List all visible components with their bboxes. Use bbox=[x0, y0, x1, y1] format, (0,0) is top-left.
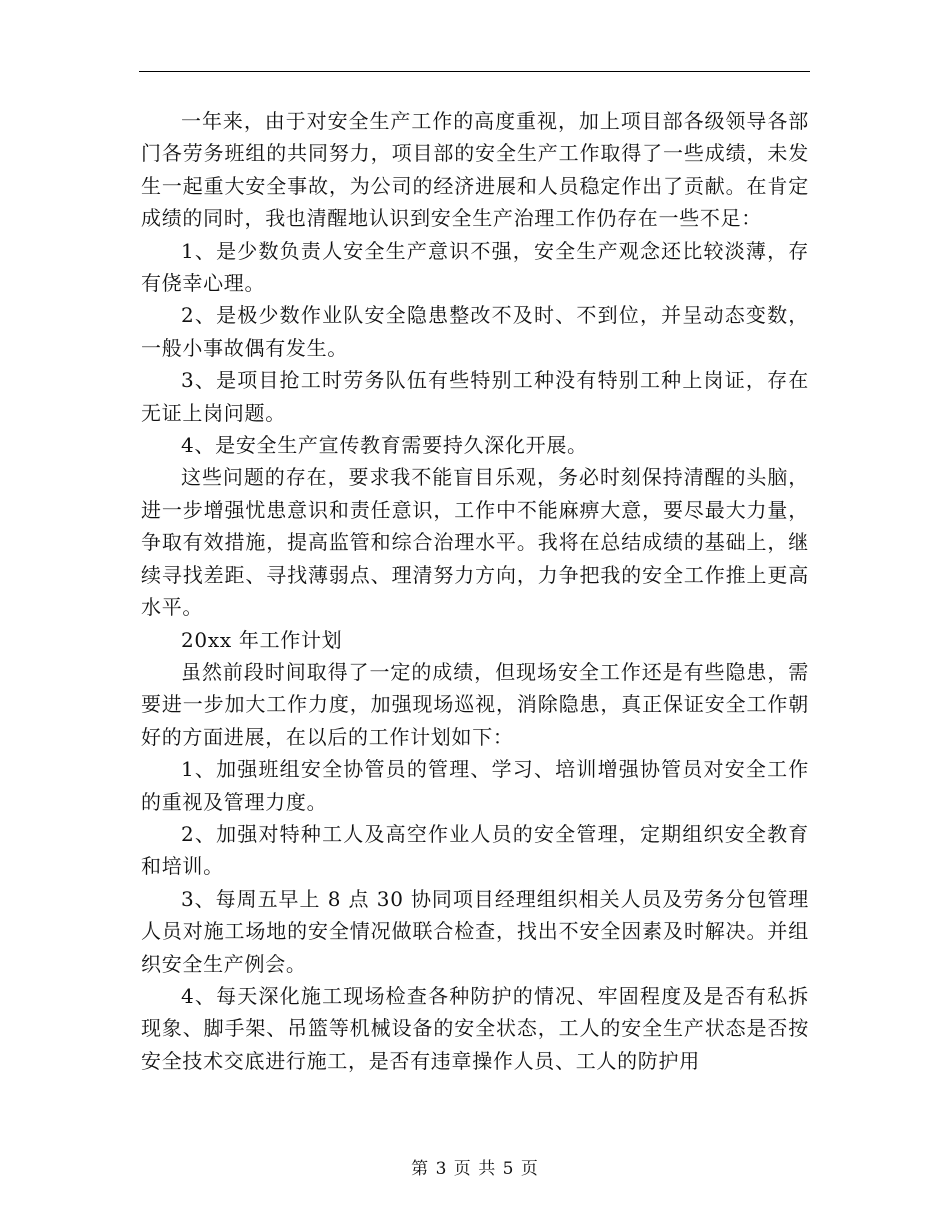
page-footer bbox=[0, 1154, 950, 1179]
paragraph-intro: 一年来，由于对安全生产工作的高度重视，加上项目部各级领导各部门各劳务班组的共同努力，项目部的安全生产工作取得了一些成绩，未发生一起重大安全事故，为公司的经济进展和人员稳定作出了贡献。在肯定成绩的同时，我也清醒地认识到安全生产治理工作仍存在一些不足： bbox=[141, 109, 809, 231]
paragraph-reflection: 这些问题的存在，要求我不能盲目乐观，务必时刻保持清醒的头脑，进一步增强忧患意识和责任意识，工作中不能麻痹大意，要尽最大力量，争取有效措施，提高监管和综合治理水平。我将在总结成绩的基础上，继续寻找差距、寻找薄弱点、理清努力方向，力争把我的安全工作推上更高水平。 bbox=[141, 465, 809, 620]
page-number: 第 3 页 共 5 页 bbox=[411, 1159, 539, 1179]
paragraph-issue-2: 2、是极少数作业队安全隐患整改不及时、不到位，并呈动态变数，一般小事故偶有发生。 bbox=[141, 303, 809, 360]
paragraph-plan-1: 1、加强班组安全协管员的管理、学习、培训增强协管员对安全工作的重视及管理力度。 bbox=[141, 757, 809, 814]
paragraph-plan-intro: 虽然前段时间取得了一定的成绩，但现场安全工作还是有些隐患，需要进一步加大工作力度，加强现场巡视，消除隐患，真正保证安全工作朝好的方面进展，在以后的工作计划如下： bbox=[141, 659, 809, 749]
paragraph-plan-2: 2、加强对特种工人及高空作业人员的安全管理，定期组织安全教育和培训。 bbox=[141, 821, 809, 879]
section-heading-plan: 20xx 年工作计划 bbox=[181, 627, 343, 652]
paragraph-issue-1: 1、是少数负责人安全生产意识不强，安全生产观念还比较淡薄，存有侥幸心理。 bbox=[141, 238, 809, 296]
document-body bbox=[141, 105, 809, 1077]
header-rule bbox=[139, 71, 810, 72]
paragraph-plan-4: 4、每天深化施工现场检查各种防护的情况、牢固程度及是否有私拆现象、脚手架、吊篮等机械设备的安全状态，工人的安全生产状态是否按安全技术交底进行施工，是否有违章操作人员、工人的防护用 bbox=[141, 983, 809, 1073]
paragraph-issue-4: 4、是安全生产宣传教育需要持久深化开展。 bbox=[181, 433, 588, 458]
paragraph-issue-3: 3、是项目抢工时劳务队伍有些特别工种没有特别工种上岗证，存在无证上岗问题。 bbox=[141, 368, 809, 425]
paragraph-plan-3: 3、每周五早上 8 点 30 协同项目经理组织相关人员及劳务分包管理人员对施工场地的安全情况做联合检查，找出不安全因素及时解决。并组织安全生产例会。 bbox=[141, 886, 809, 976]
